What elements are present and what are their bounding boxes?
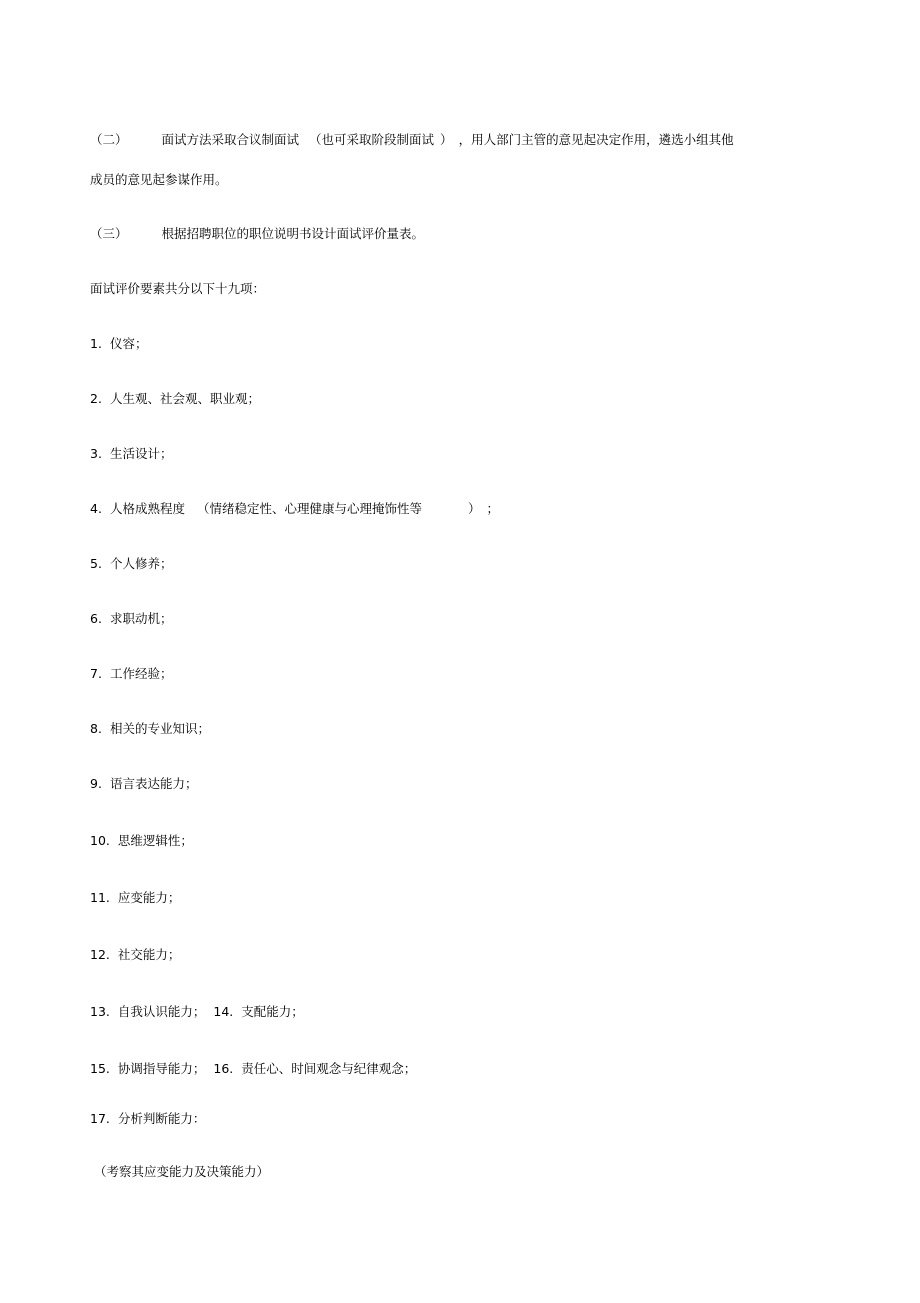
- item-detail: 情绪稳定性、心理健康与心理掩饰性等: [209, 501, 422, 516]
- paragraph-text: （也可采取阶段制面试: [309, 132, 435, 147]
- item-number: 10.: [90, 833, 110, 848]
- item-text: 人生观、社会观、职业观；: [109, 391, 260, 406]
- list-item: [90, 1111, 205, 1127]
- list-item: [90, 776, 197, 792]
- list-item: [90, 833, 193, 849]
- paragraph-marker: （二）: [90, 132, 128, 147]
- paragraph-text: 成员的意见起参谋作用。: [90, 172, 228, 187]
- item-text: 社交能力；: [117, 947, 181, 962]
- item-number: 1.: [90, 336, 102, 351]
- list-item: [90, 391, 260, 407]
- list-item: [90, 947, 180, 963]
- list-item: [90, 890, 180, 906]
- list-item: [90, 611, 172, 627]
- item-number: 2.: [90, 391, 102, 406]
- item-text: 自我认识能力；: [117, 1004, 206, 1019]
- paragraph-2-line-1: [90, 132, 734, 148]
- list-item: [90, 501, 499, 517]
- item-number: 6.: [90, 611, 102, 626]
- paragraph-text: 根据招聘职位的职位说明书设计面试评价量表。: [161, 226, 425, 241]
- item-end: ；: [486, 501, 500, 516]
- intro-text: 面试评价要素共分以下十九项：: [90, 281, 266, 296]
- list-item: [90, 666, 172, 682]
- item-text: 工作经验；: [109, 666, 173, 681]
- item-paren-close: ）: [467, 501, 481, 516]
- item-paren-open: （: [196, 501, 210, 516]
- note-text: （考察其应变能力及决策能力）: [94, 1164, 270, 1179]
- item-number: 13.: [90, 1004, 110, 1019]
- note-line: [94, 1164, 269, 1180]
- paragraph-3: [90, 226, 424, 242]
- item-number: 3.: [90, 446, 102, 461]
- paragraph-2-line-2: [90, 172, 228, 188]
- item-text: 思维逻辑性；: [117, 833, 193, 848]
- intro-line: [90, 281, 265, 297]
- item-number: 4.: [90, 501, 102, 516]
- item-number: 16.: [213, 1061, 234, 1076]
- item-text: 语言表达能力；: [109, 776, 198, 791]
- item-text: 人格成熟程度: [109, 501, 185, 516]
- item-number: 5.: [90, 556, 102, 571]
- list-item: [90, 721, 210, 737]
- item-text: 应变能力；: [117, 890, 181, 905]
- item-text: 求职动机；: [109, 611, 173, 626]
- list-item: [90, 556, 172, 572]
- item-text: 个人修养；: [109, 556, 173, 571]
- item-text: 分析判断能力：: [117, 1111, 206, 1126]
- item-text: 相关的专业知识；: [109, 721, 210, 736]
- item-text: 协调指导能力；: [117, 1061, 206, 1076]
- item-number: 15.: [90, 1061, 110, 1076]
- item-number: 14.: [213, 1004, 234, 1019]
- paragraph-text: ）: [440, 132, 453, 147]
- item-number: 11.: [90, 890, 110, 905]
- item-number: 9.: [90, 776, 102, 791]
- item-number: 7.: [90, 666, 102, 681]
- paragraph-text: 面试方法采取合议制面试: [161, 132, 300, 147]
- paragraph-marker: （三）: [90, 226, 128, 241]
- item-number: 12.: [90, 947, 110, 962]
- list-item: [90, 1004, 304, 1020]
- item-text: 支配能力；: [241, 1004, 304, 1019]
- paragraph-text: ，用人部门主管的意见起决定作用，遴选小组其他: [458, 132, 734, 147]
- item-text: 生活设计；: [109, 446, 173, 461]
- item-number: 8.: [90, 721, 102, 736]
- item-number: 17.: [90, 1111, 110, 1126]
- list-item: [90, 336, 147, 352]
- item-text: 仪容；: [109, 336, 148, 351]
- list-item: [90, 1061, 416, 1077]
- item-text: 责任心、时间观念与纪律观念；: [241, 1061, 417, 1076]
- list-item: [90, 446, 172, 462]
